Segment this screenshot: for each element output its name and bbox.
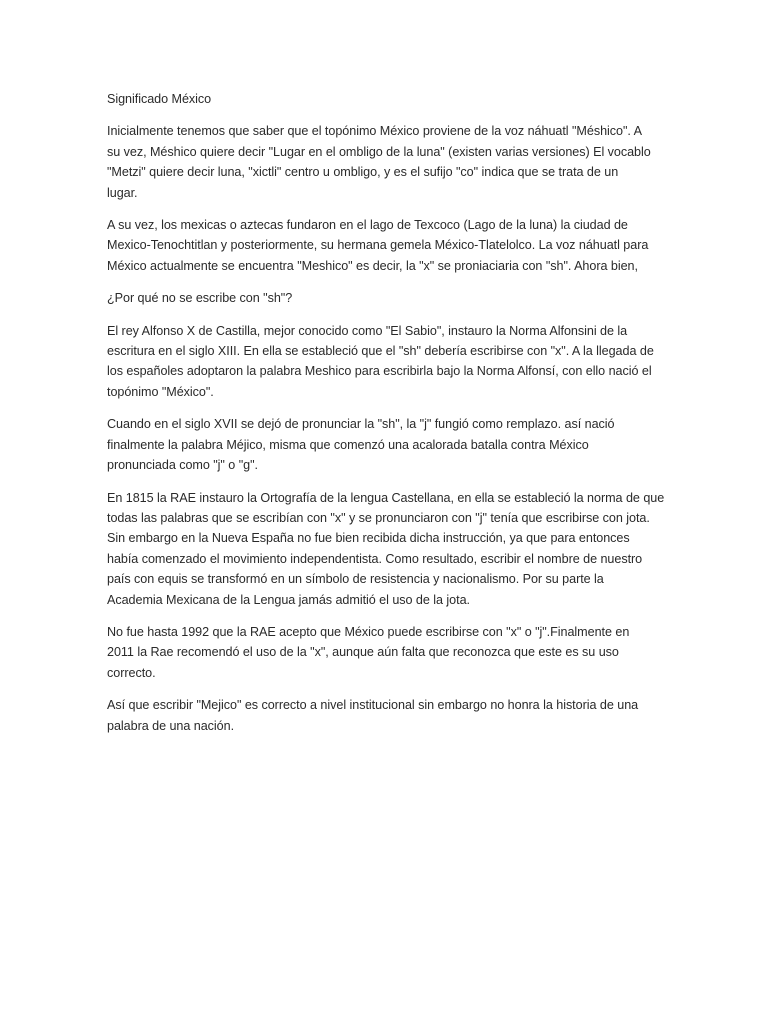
paragraph-6 xyxy=(107,488,668,610)
text-line: En 1815 la RAE instauro la Ortografía de la lengua Castellana, en ella se estableció la norma de que xyxy=(107,490,665,505)
paragraph-4 xyxy=(107,321,668,403)
paragraph-5 xyxy=(107,414,668,475)
text-line: El rey Alfonso X de Castilla, mejor conocido como "El Sabio", instauro la Norma Alfonsini de la xyxy=(107,323,628,338)
text-line: lugar. xyxy=(107,185,138,200)
text-line: 2011 la Rae recomendó el uso de la "x", aunque aún falta que reconozca que este es su uso xyxy=(107,645,619,660)
text-line: pronunciada como "j" o "g". xyxy=(107,458,258,473)
paragraph-3 xyxy=(107,288,668,308)
text-line: No fue hasta 1992 que la RAE acepto que México puede escribirse con "x" o "j".Finalmente en xyxy=(107,624,630,639)
text-line: país con equis se transformó en un símbolo de resistencia y nacionalismo. Por su parte la xyxy=(107,572,604,587)
text-line: su vez, Méshico quiere decir "Lugar en el ombligo de la luna" (existen varias versiones) El vocablo xyxy=(107,144,651,159)
text-line: todas las palabras que se escribían con "x" y se pronunciaron con "j" tenía que escribirse con jota. xyxy=(107,510,650,525)
paragraph-8 xyxy=(107,695,668,736)
text-line: los españoles adoptaron la palabra Meshico para escribirla bajo la Norma Alfonsí, con ello nació el xyxy=(107,364,652,379)
text-line: Inicialmente tenemos que saber que el topónimo México proviene de la voz náhuatl "Méshico". A xyxy=(107,124,642,139)
text-line: ¿Por qué no se escribe con "sh"? xyxy=(107,291,293,306)
text-line: correcto. xyxy=(107,665,156,680)
text-line: topónimo "México". xyxy=(107,384,214,399)
text-line: A su vez, los mexicas o aztecas fundaron en el lago de Texcoco (Lago de la luna) la ciudad de xyxy=(107,218,628,233)
text-line: Así que escribir "Mejico" es correcto a nivel institucional sin embargo no honra la historia de una xyxy=(107,698,639,713)
text-line: Sin embargo en la Nueva España no fue bien recibida dicha instrucción, ya que para entonces xyxy=(107,531,630,546)
paragraph-1 xyxy=(107,121,668,203)
text-line: había comenzado el movimiento independentista. Como resultado, escribir el nombre de nuestro xyxy=(107,551,643,566)
text-line: México actualmente se encuentra "Meshico" es decir, la "x" se proniaciaria con "sh". Ahora bien, xyxy=(107,258,638,273)
text-line: finalmente la palabra Méjico, misma que comenzó una acalorada batalla contra México xyxy=(107,437,589,452)
text-line: "Metzi" quiere decir luna, "xictli" centro u ombligo, y es el sufijo "co" indica que se trata de un xyxy=(107,165,619,180)
text-line: Cuando en el siglo XVII se dejó de pronunciar la "sh", la "j" fungió como remplazo. así nació xyxy=(107,417,615,432)
text-line: palabra de una nación. xyxy=(107,718,235,733)
paragraph-2 xyxy=(107,215,668,276)
text-line: Mexico-Tenochtitlan y posteriormente, su hermana gemela México-Tlatelolco. La voz náhuatl para xyxy=(107,238,649,253)
text-line: escritura en el siglo XIII. En ella se estableció que el "sh" debería escribirse con "x". A la llegada de xyxy=(107,344,654,359)
paragraph-7 xyxy=(107,622,668,683)
document-title: Significado México xyxy=(107,92,212,106)
text-line: Academia Mexicana de la Lengua jamás admitió el uso de la jota. xyxy=(107,592,470,607)
